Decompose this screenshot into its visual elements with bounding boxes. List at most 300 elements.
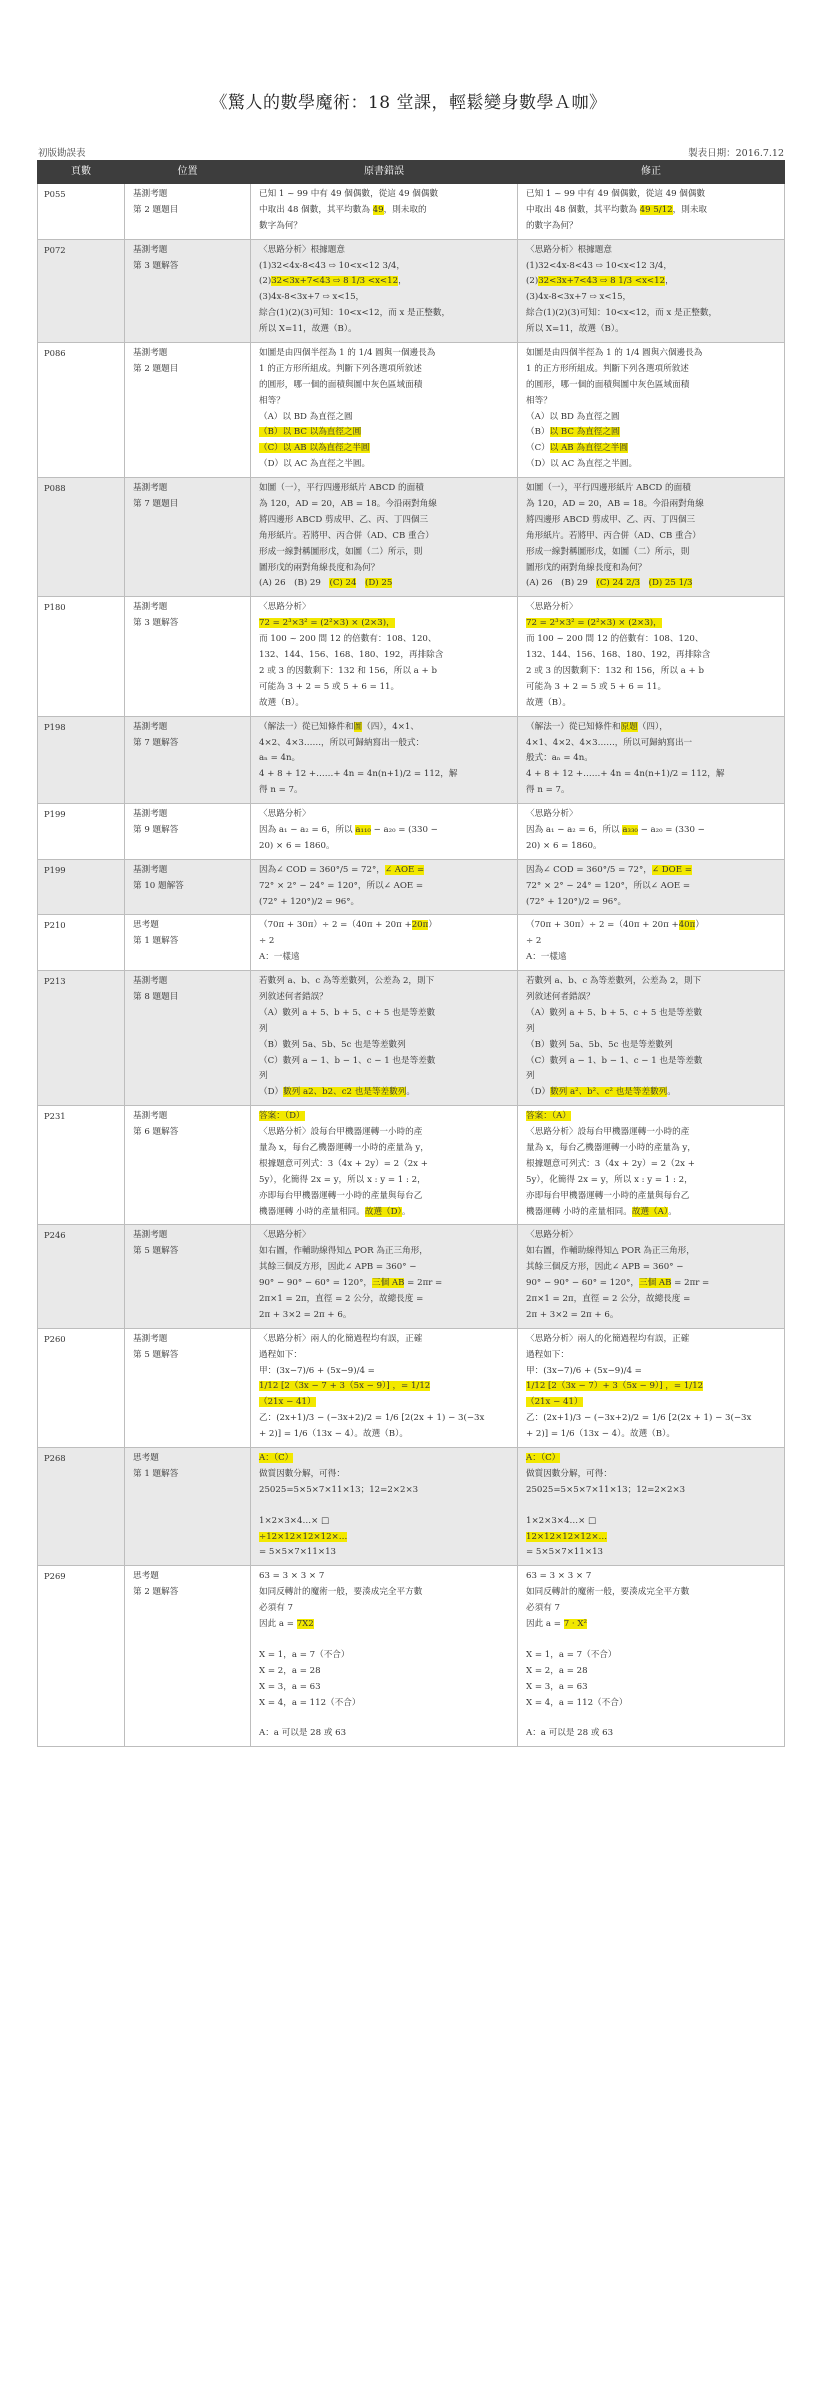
- correction-line: [526, 616, 776, 632]
- page-number-cell: P088: [38, 478, 125, 597]
- position-line: 基測考題: [133, 976, 168, 987]
- page-number-cell: P086: [38, 343, 125, 478]
- highlighted-text: (D) 25: [365, 578, 393, 589]
- highlighted-text: 以 AB 以為直徑之半圓: [282, 443, 370, 454]
- original-error-line: [259, 680, 509, 696]
- highlighted-text: 答案：（A）: [526, 1111, 571, 1122]
- highlighted-text: A：（C）: [259, 1453, 294, 1464]
- text-span: 63 = 3 × 3 × 7: [526, 1571, 592, 1582]
- correction-line: [526, 290, 776, 306]
- correction-line: [526, 1467, 776, 1483]
- text-span: 得 n = 7。: [526, 785, 570, 796]
- text-span: ÷ 2: [259, 936, 275, 947]
- highlighted-text: 49: [372, 204, 384, 215]
- position-line: 第 3 題解答: [133, 618, 179, 629]
- highlighted-text: (D) 25 1/3: [648, 578, 693, 589]
- text-span: (A) 26 (B) 29: [526, 578, 597, 589]
- correction-line: [526, 950, 776, 966]
- original-error-cell: [251, 859, 518, 915]
- correction-line: [526, 863, 776, 879]
- text-span: 63 = 3 × 3 × 7: [259, 1571, 325, 1582]
- original-error-line: [259, 441, 509, 457]
- text-span: 1 的正方形所組成。判斷下列各選項所敘述: [259, 363, 422, 374]
- correction-line: [526, 576, 776, 592]
- original-error-line: [259, 306, 509, 322]
- original-error-line: [259, 1276, 509, 1292]
- text-span: A：a 可以是 28 或 63: [259, 1728, 347, 1739]
- original-error-line: [259, 1085, 509, 1101]
- col-header-original-error: 原書錯誤: [251, 161, 518, 184]
- original-error-line: [259, 807, 509, 823]
- correction-line: [526, 1085, 776, 1101]
- original-error-line: [259, 990, 509, 1006]
- original-error-line: [259, 394, 509, 410]
- correction-line: [526, 1157, 776, 1173]
- original-error-cell: [251, 1328, 518, 1447]
- original-error-line: [259, 322, 509, 338]
- text-span: 因此 a =: [259, 1619, 297, 1630]
- text-span: X = 4，a = 112（不合）: [526, 1697, 628, 1708]
- correction-cell: [518, 716, 785, 803]
- text-span: 綜合(1)(2)(3)可知：10<x<12，而 x 是正整數，: [259, 308, 451, 319]
- text-span: X = 2，a = 28: [259, 1665, 321, 1676]
- correction-line: [526, 1054, 776, 1070]
- correction-line: [526, 680, 776, 696]
- text-span: 根據題意可列式：3（4x + 2y）= 2（2x +: [526, 1158, 695, 1169]
- position-line: 第 2 題題目: [133, 204, 179, 215]
- text-span: 將四邊形 ABCD 剪成甲、乙、丙、丁四個三: [526, 514, 696, 525]
- highlighted-text: （21x − 41）: [526, 1397, 583, 1408]
- text-span: 72° × 2° − 24° = 120°，所以∠ AOE =: [526, 880, 691, 891]
- text-span: ，則未取的: [383, 204, 427, 215]
- correction-line: [526, 1664, 776, 1680]
- correction-line: [526, 1648, 776, 1664]
- correction-line: [526, 1601, 776, 1617]
- highlighted-text: 數列 a²、b²、c² 也是等差數列: [550, 1087, 668, 1098]
- position-line: 第 5 題解答: [133, 1246, 179, 1257]
- text-span: （70π + 30π）÷ 2 =（40π + 20π +: [526, 920, 679, 931]
- text-span: 2π + 3×2 = 2π + 6。: [526, 1309, 619, 1320]
- original-error-line: [259, 1038, 509, 1054]
- highlighted-text: （B）: [259, 427, 283, 438]
- text-span: 可能為 3 + 2 = 5 或 5 + 6 = 11。: [259, 681, 400, 692]
- correction-cell: [518, 915, 785, 971]
- original-error-cell: [251, 1566, 518, 1747]
- text-span: 2 或 3 的因數剩下：132 和 156，所以 a + b: [259, 665, 437, 676]
- original-error-line: [259, 1244, 509, 1260]
- original-error-line: [259, 1260, 509, 1276]
- page-number-cell: P213: [38, 971, 125, 1106]
- original-error-line: [259, 1022, 509, 1038]
- original-error-line: [259, 1173, 509, 1189]
- text-span: 4 + 8 + 12 +……+ 4n = 4n(n+1)/2 = 112，解: [259, 769, 458, 780]
- text-span: = 5×5×7×11×13: [259, 1547, 337, 1558]
- original-error-cell: [251, 804, 518, 860]
- document-title: 《驚人的數學魔術：18 堂課，輕鬆變身數學Ａ咖》: [210, 93, 607, 113]
- text-span: (3)4x-8<3x+7 ⇨ x<15，: [526, 292, 632, 303]
- text-span: （A）以 BD 為直徑之圓: [259, 411, 353, 422]
- original-error-line: [259, 1585, 509, 1601]
- text-span: （解法一）從已知條件和: [259, 721, 354, 732]
- correction-line: [526, 720, 776, 736]
- original-error-line: [259, 1696, 509, 1712]
- text-span: 〈思路分析〉: [259, 1230, 311, 1241]
- position-line: 基測考題: [133, 602, 168, 613]
- correction-line: [526, 441, 776, 457]
- text-span: （D）以 AC 為直徑之半圓。: [526, 459, 638, 470]
- correction-line: [526, 664, 776, 680]
- text-span: 90° − 90° − 60° = 120°，: [259, 1278, 372, 1289]
- text-span: （四），4×1、: [362, 721, 419, 732]
- text-span: 故選（B）。: [259, 697, 304, 708]
- correction-line: [526, 1308, 776, 1324]
- position-line: 基測考題: [133, 1333, 168, 1344]
- original-error-line: [259, 576, 509, 592]
- correction-line: [526, 1205, 776, 1221]
- text-span: 1×2×3×4…× □: [526, 1515, 597, 1526]
- correction-line: [526, 1228, 776, 1244]
- text-span: 中取出 48 個數，其平均數為: [259, 204, 373, 215]
- text-span: 132、144、156、168、180、192，再排除含: [259, 650, 444, 661]
- text-span: 量為 x，每台乙機器運轉一小時的產量為 y，: [259, 1142, 429, 1153]
- text-span: 機器運轉 小時的產量相同。: [259, 1206, 365, 1217]
- highlighted-text: 三個 AB: [371, 1278, 405, 1289]
- text-span: 因為∠ COD = 360°/5 = 72°，: [526, 864, 652, 875]
- correction-line: [526, 990, 776, 1006]
- original-error-line: [259, 1308, 509, 1324]
- correction-cell: [518, 1448, 785, 1566]
- original-error-line: [259, 1601, 509, 1617]
- correction-line: [526, 1379, 776, 1395]
- highlighted-text: 7 · X²: [563, 1619, 587, 1630]
- text-span: (72° + 120°)/2 = 96°。: [259, 896, 360, 907]
- correction-cell: [518, 478, 785, 597]
- position-cell: [125, 1106, 251, 1225]
- correction-line: [526, 1633, 776, 1648]
- errata-row: [38, 1566, 785, 1747]
- text-span: 的圓形，哪一個的面積與圖中灰色區域面積: [259, 379, 423, 390]
- position-cell: [125, 915, 251, 971]
- position-line: 思考題: [133, 1453, 159, 1464]
- correction-cell: [518, 343, 785, 478]
- highlighted-text: ∠ AOE =: [384, 864, 425, 875]
- original-error-cell: [251, 478, 518, 597]
- correction-cell: [518, 184, 785, 240]
- header-row: [38, 161, 785, 184]
- text-span: 若數列 a、b、c 為等差數列，公差為 2，則下: [526, 976, 702, 987]
- text-span: 其餘三個反方形，因此∠ APB = 360° −: [259, 1262, 417, 1273]
- correction-cell: [518, 597, 785, 716]
- correction-line: [526, 1244, 776, 1260]
- position-line: 第 5 題解答: [133, 1349, 179, 1360]
- original-error-line: [259, 1157, 509, 1173]
- original-error-line: [259, 274, 509, 290]
- correction-line: [526, 1125, 776, 1141]
- text-span: = 2πr =: [404, 1278, 443, 1289]
- original-error-line: [259, 203, 509, 219]
- text-span: 所以 X=11，故選（B）。: [526, 324, 624, 335]
- text-span: 如圖（一），平行四邊形紙片 ABCD 的面積: [526, 483, 691, 494]
- text-span: 根據題意可列式：3（4x + 2y）= 2（2x +: [259, 1158, 428, 1169]
- original-error-line: [259, 243, 509, 259]
- correction-line: [526, 561, 776, 577]
- text-span: 形成一線對稱圖形戊，如圖（二）所示，則: [259, 546, 423, 557]
- correction-line: [526, 306, 776, 322]
- original-error-line: [259, 823, 509, 839]
- text-span: 其餘三個反方形，因此∠ APB = 360° −: [526, 1262, 684, 1273]
- text-span: 5y），化簡得 2x = y，所以 x : y = 1 : 2，: [259, 1174, 426, 1185]
- original-error-line: [259, 1054, 509, 1070]
- text-span: 可能為 3 + 2 = 5 或 5 + 6 = 11。: [526, 681, 667, 692]
- col-header-position: 位置: [125, 161, 251, 184]
- original-error-line: [259, 346, 509, 362]
- text-span: 綜合(1)(2)(3)可知：10<x<12，而 x 是正整數，: [526, 308, 718, 319]
- text-span: 25025=5×5×7×11×13；12=2×2×3: [259, 1484, 419, 1495]
- correction-line: [526, 632, 776, 648]
- correction-line: [526, 1514, 776, 1530]
- highlighted-text: 數列 a2、b2、c2 也是等差數列: [283, 1087, 407, 1098]
- correction-line: [526, 1530, 776, 1546]
- original-error-cell: [251, 239, 518, 342]
- text-span: (A) 26 (B) 29: [259, 578, 330, 589]
- errata-row: [38, 597, 785, 716]
- text-span: 如右圖，作輔助線得知△ POR 為正三角形，: [526, 1246, 695, 1257]
- text-span: 〈思路分析〉兩人的化簡過程均有誤，正確: [259, 1333, 423, 1344]
- original-error-line: [259, 1680, 509, 1696]
- original-error-line: [259, 1711, 509, 1726]
- text-span: 〈思路分析〉: [259, 602, 311, 613]
- original-error-line: [259, 187, 509, 203]
- highlighted-text: 以 BC 以為直徑之圓: [282, 427, 362, 438]
- text-span: 而 100 ~ 200 間 12 的倍數有：108、120、: [259, 634, 437, 645]
- text-span: 〈思路分析〉根據題意: [526, 244, 612, 255]
- original-error-line: [259, 1109, 509, 1125]
- correction-line: [526, 274, 776, 290]
- highlighted-text: 以 AB 為直徑之半圓: [549, 443, 628, 454]
- original-error-line: [259, 1189, 509, 1205]
- correction-line: [526, 879, 776, 895]
- text-span: 相等？: [526, 395, 552, 406]
- original-error-line: [259, 425, 509, 441]
- correction-line: [526, 1038, 776, 1054]
- text-span: 的數字為何？: [526, 220, 578, 231]
- original-error-line: [259, 1483, 509, 1499]
- original-error-line: [259, 1467, 509, 1483]
- errata-row: [38, 184, 785, 240]
- text-span: 必須有 7: [526, 1603, 560, 1614]
- original-error-cell: [251, 597, 518, 716]
- original-error-line: [259, 664, 509, 680]
- text-span: 因為∠ COD = 360°/5 = 72°，: [259, 864, 385, 875]
- text-span: 5y），化簡得 2x = y，所以 x : y = 1 : 2，: [526, 1174, 693, 1185]
- correction-cell: [518, 1106, 785, 1225]
- text-span: 量為 x，每台乙機器運轉一小時的產量為 y，: [526, 1142, 696, 1153]
- correction-line: [526, 394, 776, 410]
- text-span: 列: [259, 1071, 268, 1082]
- text-span: 列敘述何者錯誤？: [526, 991, 595, 1002]
- original-error-line: [259, 751, 509, 767]
- errata-row: [38, 859, 785, 915]
- original-error-line: [259, 457, 509, 473]
- text-span: 得 n = 7。: [259, 785, 303, 796]
- page-number-cell: P268: [38, 1448, 125, 1566]
- position-line: 第 6 題解答: [133, 1127, 179, 1138]
- text-span: （B）: [526, 427, 550, 438]
- correction-line: [526, 895, 776, 911]
- original-error-cell: [251, 1106, 518, 1225]
- highlighted-text: 三個 AB: [638, 1278, 672, 1289]
- col-header-page: 頁數: [38, 161, 125, 184]
- correction-line: [526, 346, 776, 362]
- text-span: 25025=5×5×7×11×13；12=2×2×3: [526, 1484, 686, 1495]
- original-error-line: [259, 362, 509, 378]
- page-number-cell: P199: [38, 859, 125, 915]
- highlighted-text: 1/12 [2（3x − 7 + 3（5x − 9）] ，= 1/12: [259, 1381, 431, 1392]
- text-span: 機器運轉 小時的產量相同。: [526, 1206, 632, 1217]
- correction-cell: [518, 804, 785, 860]
- text-span: ，: [665, 276, 674, 287]
- correction-line: [526, 378, 776, 394]
- position-line: 第 10 題解答: [133, 880, 184, 891]
- correction-line: [526, 1569, 776, 1585]
- text-span: 亦即每台甲機器運轉一小時的產量與每台乙: [259, 1190, 423, 1201]
- original-error-line: [259, 259, 509, 275]
- correction-line: [526, 481, 776, 497]
- original-error-line: [259, 1451, 509, 1467]
- text-span: 〈思路分析〉: [526, 1230, 578, 1241]
- correction-line: [526, 751, 776, 767]
- text-span: ）: [428, 920, 437, 931]
- text-span: 已知 1 ~ 99 中有 49 個偶數，從這 49 個偶數: [259, 189, 439, 199]
- errata-row: [38, 1448, 785, 1566]
- position-line: 第 3 題解答: [133, 260, 179, 271]
- page-number-cell: P072: [38, 239, 125, 342]
- original-error-line: [259, 1569, 509, 1585]
- original-error-line: [259, 1364, 509, 1380]
- original-error-line: [259, 1228, 509, 1244]
- text-span: 角形紙片。若將甲、丙合併（AD、CB 重合）: [259, 530, 434, 541]
- text-span: 圖形戊的兩對角線長度和為何？: [259, 562, 380, 573]
- position-line: 基測考題: [133, 864, 168, 875]
- original-error-line: [259, 736, 509, 752]
- correction-line: [526, 410, 776, 426]
- text-span: （70π + 30π）÷ 2 =（40π + 20π +: [259, 920, 412, 931]
- text-span: 因為 a₁ − a₂ = 6，所以: [526, 824, 623, 835]
- correction-line: [526, 918, 776, 934]
- correction-line: [526, 767, 776, 783]
- highlighted-text: 以 BC 為直徑之圓: [549, 427, 620, 438]
- correction-line: [526, 1711, 776, 1726]
- position-line: 基測考題: [133, 1111, 168, 1122]
- text-span: 4 + 8 + 12 +……+ 4n = 4n(n+1)/2 = 112，解: [526, 769, 725, 780]
- position-line: 基測考題: [133, 1230, 168, 1241]
- highlighted-text: (C) 24 2/3: [596, 578, 640, 589]
- text-span: 20) × 6 = 1860。: [259, 840, 335, 851]
- original-error-cell: [251, 1448, 518, 1566]
- original-error-cell: [251, 915, 518, 971]
- correction-line: [526, 1617, 776, 1633]
- correction-line: [526, 839, 776, 855]
- text-span: 2π + 3×2 = 2π + 6。: [259, 1309, 352, 1320]
- page-number-cell: P055: [38, 184, 125, 240]
- original-error-cell: [251, 343, 518, 478]
- text-span: 圖形戊的兩對角線長度和為何？: [526, 562, 647, 573]
- correction-line: [526, 823, 776, 839]
- original-error-cell: [251, 184, 518, 240]
- position-line: 第 7 題題目: [133, 499, 179, 510]
- errata-table-header: [38, 161, 785, 184]
- original-error-line: [259, 879, 509, 895]
- original-error-line: [259, 839, 509, 855]
- text-span: 亦即每台甲機器運轉一小時的產量與每台乙: [526, 1190, 690, 1201]
- text-span: 1×2×3×4…× □: [259, 1515, 330, 1526]
- text-span: （A）以 BD 為直徑之圓: [526, 411, 620, 422]
- text-span: 乙：(2x+1)/3 − (−3x+2)/2 = 1/6 [2(2x + 1) − 3(−3x: [259, 1413, 485, 1424]
- text-span: 。: [667, 1087, 676, 1098]
- position-cell: [125, 1328, 251, 1447]
- text-span: （C）: [526, 443, 550, 454]
- highlighted-text: （21x − 41）: [259, 1397, 316, 1408]
- correction-line: [526, 1545, 776, 1561]
- text-span: − a₂₀ = (330 −: [637, 824, 705, 835]
- correction-cell: [518, 239, 785, 342]
- correction-line: [526, 1189, 776, 1205]
- text-span: 〈思路分析〉設每台甲機器運轉一小時的產: [526, 1127, 690, 1138]
- text-span: − a₂₀ = (330 −: [370, 824, 438, 835]
- correction-line: [526, 1726, 776, 1742]
- original-error-line: [259, 481, 509, 497]
- correction-line: [526, 648, 776, 664]
- text-span: （D）以 AC 為直徑之半圓。: [259, 459, 371, 470]
- text-span: 相等？: [259, 395, 285, 406]
- errata-row: [38, 478, 785, 597]
- correction-line: [526, 1332, 776, 1348]
- correction-line: [526, 1109, 776, 1125]
- correction-line: [526, 974, 776, 990]
- original-error-line: [259, 1530, 509, 1546]
- text-span: X = 2，a = 28: [526, 1665, 588, 1676]
- position-cell: [125, 343, 251, 478]
- correction-line: [526, 362, 776, 378]
- position-cell: [125, 1225, 251, 1328]
- text-span: 。: [406, 1087, 415, 1098]
- text-span: 將四邊形 ABCD 剪成甲、乙、丙、丁四個三: [259, 514, 429, 525]
- text-span: ，則未取: [672, 204, 708, 215]
- text-span: 如右圖，作輔助線得知△ POR 為正三角形，: [259, 1246, 428, 1257]
- text-span: 〈思路分析〉根據題意: [259, 244, 345, 255]
- correction-line: [526, 529, 776, 545]
- correction-line: [526, 1292, 776, 1308]
- original-error-line: [259, 918, 509, 934]
- highlighted-text: 1/12 [2（3x − 7）+ 3（5x − 9）] ，= 1/12: [526, 1381, 704, 1392]
- text-span: （B）數列 5a、5b、5c 也是等差數列: [526, 1039, 673, 1050]
- position-cell: [125, 804, 251, 860]
- errata-table-body: [38, 184, 785, 1747]
- correction-line: [526, 1260, 776, 1276]
- original-error-line: [259, 1411, 509, 1427]
- original-error-line: [259, 1205, 509, 1221]
- text-span: （C）數列 a − 1、b − 1、c − 1 也是等差數: [526, 1055, 703, 1066]
- highlighted-text: 40π: [678, 920, 696, 931]
- text-span: X = 1，a = 7（不合）: [526, 1649, 617, 1660]
- original-error-cell: [251, 971, 518, 1106]
- original-error-line: [259, 1545, 509, 1561]
- original-error-line: [259, 1648, 509, 1664]
- original-error-line: [259, 1379, 509, 1395]
- position-cell: [125, 971, 251, 1106]
- correction-line: [526, 425, 776, 441]
- errata-row: [38, 1328, 785, 1447]
